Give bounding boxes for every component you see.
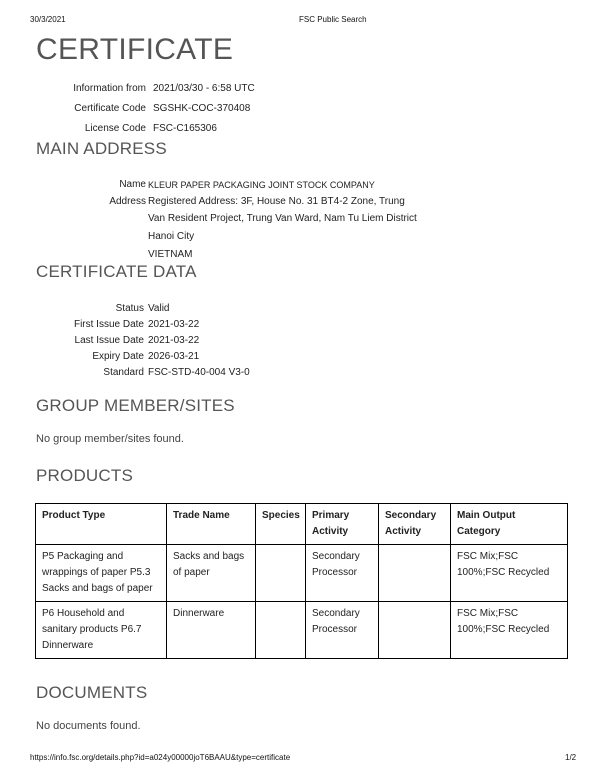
- group-members-empty: No group member/sites found.: [36, 433, 184, 445]
- table-row: [36, 545, 568, 602]
- column-header: Species: [256, 504, 306, 545]
- primary-activity-cell: Secondary Processor: [306, 602, 379, 659]
- group-members-heading: GROUP MEMBER/SITES: [36, 396, 235, 415]
- page-title: CERTIFICATE: [36, 33, 234, 66]
- address-line: Van Resident Project, Trung Van Ward, Nam Tu Liem District: [148, 213, 417, 224]
- info-value: SGSHK-COC-370408: [153, 103, 251, 114]
- address-name-label: Name: [119, 179, 146, 190]
- print-site-title: FSC Public Search: [299, 15, 367, 24]
- primary-activity-cell: Secondary Processor: [306, 545, 379, 602]
- info-label: Information from: [73, 83, 146, 94]
- secondary-activity-cell: [379, 545, 451, 602]
- cert-value: 2026-03-21: [148, 351, 200, 362]
- cert-value: FSC-STD-40-004 V3-0: [148, 367, 250, 378]
- info-value: 2021/03/30 - 6:58 UTC: [153, 83, 255, 94]
- column-header: Main Output Category: [451, 504, 568, 545]
- cert-label: Standard: [103, 367, 144, 378]
- secondary-activity-cell: [379, 602, 451, 659]
- info-label: License Code: [84, 123, 146, 134]
- trade-name-cell: Dinnerware: [167, 602, 256, 659]
- table-header-row: [36, 504, 568, 545]
- certificate-data-heading: CERTIFICATE DATA: [36, 262, 197, 281]
- products-heading: PRODUCTS: [36, 466, 133, 485]
- print-url: https://info.fsc.org/details.php?id=a024y00000joT6BAAU&type=certificate: [30, 753, 291, 762]
- print-date: 30/3/2021: [30, 15, 66, 24]
- cert-label: Expiry Date: [92, 351, 144, 362]
- cert-value: 2021-03-22: [148, 319, 200, 330]
- column-header: Secondary Activity: [379, 504, 451, 545]
- documents-heading: DOCUMENTS: [36, 683, 148, 702]
- species-cell: [256, 545, 306, 602]
- product-type-cell: P5 Packaging and wrappings of paper P5.3 Sacks and bags of paper: [36, 545, 167, 602]
- cert-value: Valid: [148, 303, 170, 314]
- company-name: KLEUR PAPER PACKAGING JOINT STOCK COMPANY: [148, 180, 375, 190]
- address-line: Hanoi City: [148, 231, 195, 242]
- column-header: Primary Activity: [306, 504, 379, 545]
- address-label: Address: [109, 196, 146, 207]
- products-table: [35, 503, 568, 659]
- main-address-heading: MAIN ADDRESS: [36, 139, 167, 158]
- species-cell: [256, 602, 306, 659]
- output-category-cell: FSC Mix;FSC 100%;FSC Recycled: [451, 602, 568, 659]
- table-row: [36, 602, 568, 659]
- output-category-cell: FSC Mix;FSC 100%;FSC Recycled: [451, 545, 568, 602]
- cert-value: 2021-03-22: [148, 335, 200, 346]
- column-header: Product Type: [36, 504, 167, 545]
- product-type-cell: P6 Household and sanitary products P6.7 Dinnerware: [36, 602, 167, 659]
- cert-label: Last Issue Date: [74, 335, 144, 346]
- info-value: FSC-C165306: [153, 123, 217, 134]
- address-line: Registered Address: 3F, House No. 31 BT4-2 Zone, Trung: [148, 196, 405, 207]
- address-line: VIETNAM: [148, 249, 193, 260]
- cert-label: First Issue Date: [73, 319, 144, 330]
- column-header: Trade Name: [167, 504, 256, 545]
- info-label: Certificate Code: [74, 103, 146, 114]
- cert-label: Status: [115, 303, 144, 314]
- page-number: 1/2: [565, 753, 577, 762]
- documents-empty: No documents found.: [36, 720, 141, 732]
- trade-name-cell: Sacks and bags of paper: [167, 545, 256, 602]
